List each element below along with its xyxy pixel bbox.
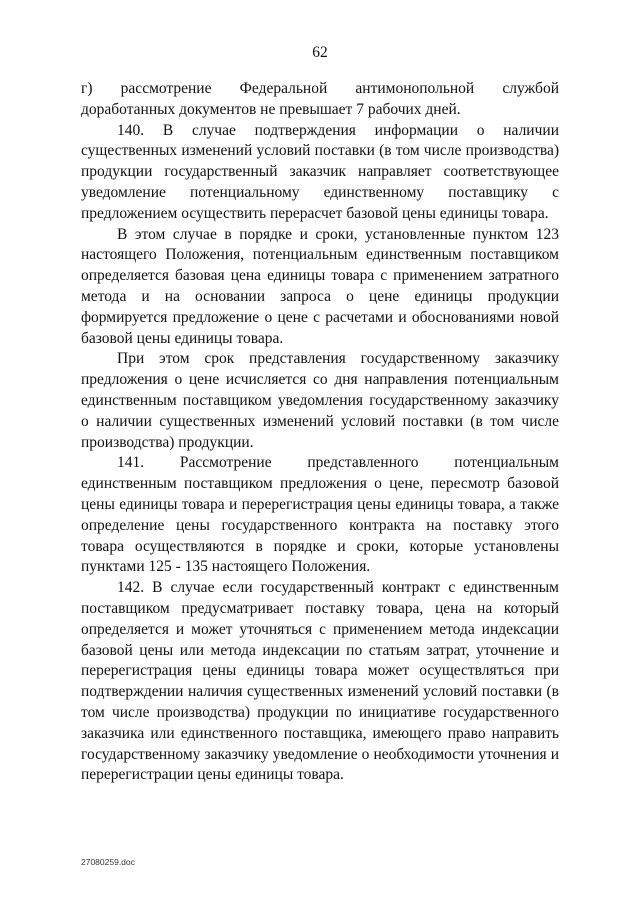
document-body — [81, 79, 559, 786]
paragraph-141: 141. Рассмотрение представленного потенциальным единственным поставщиком предложения о цене, пересмотр базовой цены единицы товара и перерегистрация цены единицы товара, а также определение цены государственного контракта на поставку этого товара осуществляются в порядке и сроки, которые установлены пунктами 125 - 135 настоящего Положения. — [81, 454, 559, 576]
paragraph-140-deadline: При этом срок представления государственному заказчику предложения о цене исчисляется со дня направления потенциальным единственным поставщиком уведомления государственному заказчику о наличии существенных изменений условий поставки (в том числе производства) продукции. — [81, 350, 559, 451]
paragraph-subitem-g: г) рассмотрение Федеральной антимонопольной службой доработанных документов не превышает 7 рабочих дней. — [81, 80, 559, 118]
paragraph-140-continued: В этом случае в порядке и сроки, установленные пунктом 123 настоящего Положения, потенциальным единственным поставщиком определяется базовая цена единицы товара с применением затратного метода и на основании запроса о цене единицы продукции формируется предложение о цене с расчетами и обоснованиями новой базовой цены единицы товара. — [81, 225, 559, 347]
footer-filename: 27080259.doc — [81, 857, 135, 867]
page-number: 62 — [312, 44, 328, 61]
paragraph-142: 142. В случае если государственный контракт с единственным поставщиком предусматривает поставку товара, цена на который определяется и может уточняться с применением метода индексации базовой цены или метода индексации по статьям затрат, уточнение и перерегистрация цены единицы товара может осуществляться при подтверждении наличия существенных изменений условий поставки (в том числе производства) продукции по инициативе государственного заказчика или единственного поставщика, имеющего право направить государственному заказчику уведомление о необходимости уточнения и перерегистрации цены единицы товара. — [81, 579, 559, 784]
paragraph-140: 140. В случае подтверждения информации о наличии существенных изменений условий поставки (в том числе производства) продукции государственный заказчик направляет соответствующее уведомление потенциальному единственному поставщику с предложением осуществить перерасчет базовой цены единицы товара. — [81, 121, 559, 222]
